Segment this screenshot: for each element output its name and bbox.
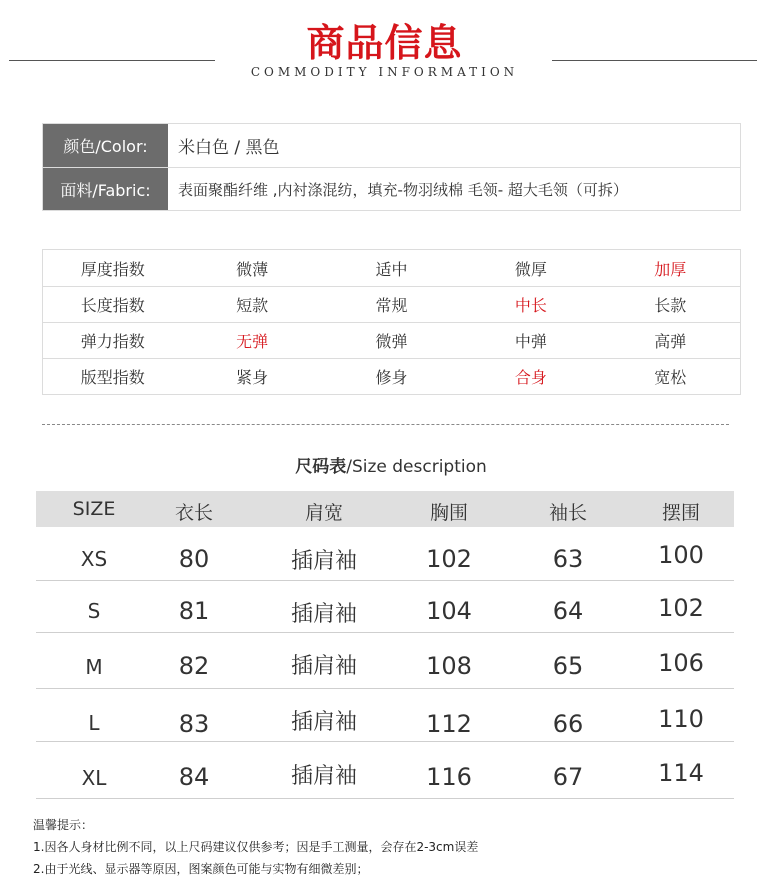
index-row	[43, 286, 740, 322]
size-value: 84	[178, 763, 210, 791]
color-fabric-table	[42, 123, 741, 211]
index-option: 微厚	[514, 259, 547, 279]
size-header-cell: 摆围	[661, 502, 701, 524]
size-value: 106	[658, 649, 704, 677]
index-option: 微弹	[375, 332, 408, 351]
size-value: 83	[178, 710, 210, 738]
size-title-cn: 尺码表	[295, 457, 347, 477]
size-value: 116	[426, 763, 472, 791]
index-option: 短款	[236, 296, 269, 315]
index-name: 长度指数	[80, 296, 145, 315]
size-table-row	[36, 741, 734, 799]
size-value: 108	[426, 652, 472, 680]
index-option: 宽松	[654, 368, 687, 387]
index-option: 长款	[654, 296, 687, 315]
size-value: 插肩袖	[290, 549, 358, 574]
size-label: M	[85, 655, 103, 679]
size-header-cell: 肩宽	[304, 502, 344, 524]
notes-title: 温馨提示：	[33, 818, 94, 832]
index-option: 中弹	[514, 332, 547, 351]
color-value: 米白色 / 黑色	[178, 138, 280, 158]
size-value: 102	[426, 545, 472, 573]
size-label: XS	[80, 547, 108, 571]
index-option: 常规	[375, 296, 408, 315]
index-row	[43, 250, 740, 286]
size-table-header	[36, 491, 734, 527]
fabric-label: 面料/Fabric:	[43, 168, 168, 210]
index-row	[43, 358, 740, 394]
index-option: 高弹	[654, 332, 687, 351]
size-value: 81	[178, 597, 210, 625]
page-title: 商品信息	[306, 21, 463, 65]
index-name: 厚度指数	[80, 259, 145, 279]
size-table-row	[36, 527, 734, 581]
size-table-title	[0, 452, 769, 477]
size-header-cell: 胸围	[429, 502, 469, 524]
size-value: 65	[552, 652, 584, 680]
notes	[33, 814, 478, 880]
size-title-en: /Size description	[346, 457, 487, 477]
size-header-cell: 衣长	[174, 502, 214, 524]
size-label: S	[87, 599, 101, 623]
index-option: 修身	[375, 368, 408, 387]
notes-line: 2.由于光线、显示器等原因，图案颜色可能与实物有细微差别；	[33, 862, 369, 876]
size-value: 82	[178, 652, 210, 680]
index-option-selected: 无弹	[236, 332, 269, 351]
notes-line: 1.因各人身材比例不同，以上尺码建议仅供参考；因是手工测量，会存在2-3cm误差	[33, 840, 479, 854]
size-table-row	[36, 632, 734, 689]
page-subtitle: COMMODITY INFORMATION	[250, 65, 519, 79]
size-label: XL	[81, 766, 107, 790]
size-value: 64	[552, 597, 584, 625]
index-table	[42, 249, 741, 395]
section-divider	[42, 424, 729, 425]
size-label: L	[88, 711, 100, 735]
size-value: 80	[178, 545, 210, 573]
size-value: 112	[426, 710, 472, 738]
index-name: 版型指数	[80, 368, 145, 387]
index-option: 紧身	[236, 368, 269, 387]
size-value: 67	[552, 763, 584, 791]
size-value: 63	[552, 545, 584, 573]
index-name: 弹力指数	[80, 332, 145, 351]
index-option-selected: 中长	[514, 296, 547, 315]
size-value: 100	[658, 541, 704, 569]
size-value: 110	[658, 705, 704, 733]
size-value: 114	[658, 759, 704, 787]
size-header-cell: SIZE	[72, 498, 116, 520]
fabric-value: 表面聚酯纤维 ,内衬涤混纺，填充-物羽绒棉 毛领- 超大毛领（可拆）	[178, 180, 628, 199]
index-option-selected: 加厚	[654, 259, 687, 279]
size-value: 104	[426, 597, 472, 625]
color-row	[43, 124, 740, 167]
size-value: 插肩袖	[290, 654, 358, 679]
size-value: 插肩袖	[290, 764, 358, 789]
color-label: 颜色/Color:	[43, 124, 168, 167]
index-option-selected: 合身	[514, 368, 547, 387]
index-option: 适中	[375, 259, 408, 279]
size-table-row	[36, 688, 734, 742]
index-row	[43, 322, 740, 358]
size-table-row	[36, 580, 734, 633]
size-header-cell: 袖长	[548, 502, 588, 524]
size-value: 插肩袖	[290, 710, 358, 735]
size-value: 102	[658, 594, 704, 622]
fabric-row	[43, 167, 740, 210]
index-option: 微薄	[236, 259, 269, 279]
size-value: 66	[552, 710, 584, 738]
size-value: 插肩袖	[290, 602, 358, 627]
